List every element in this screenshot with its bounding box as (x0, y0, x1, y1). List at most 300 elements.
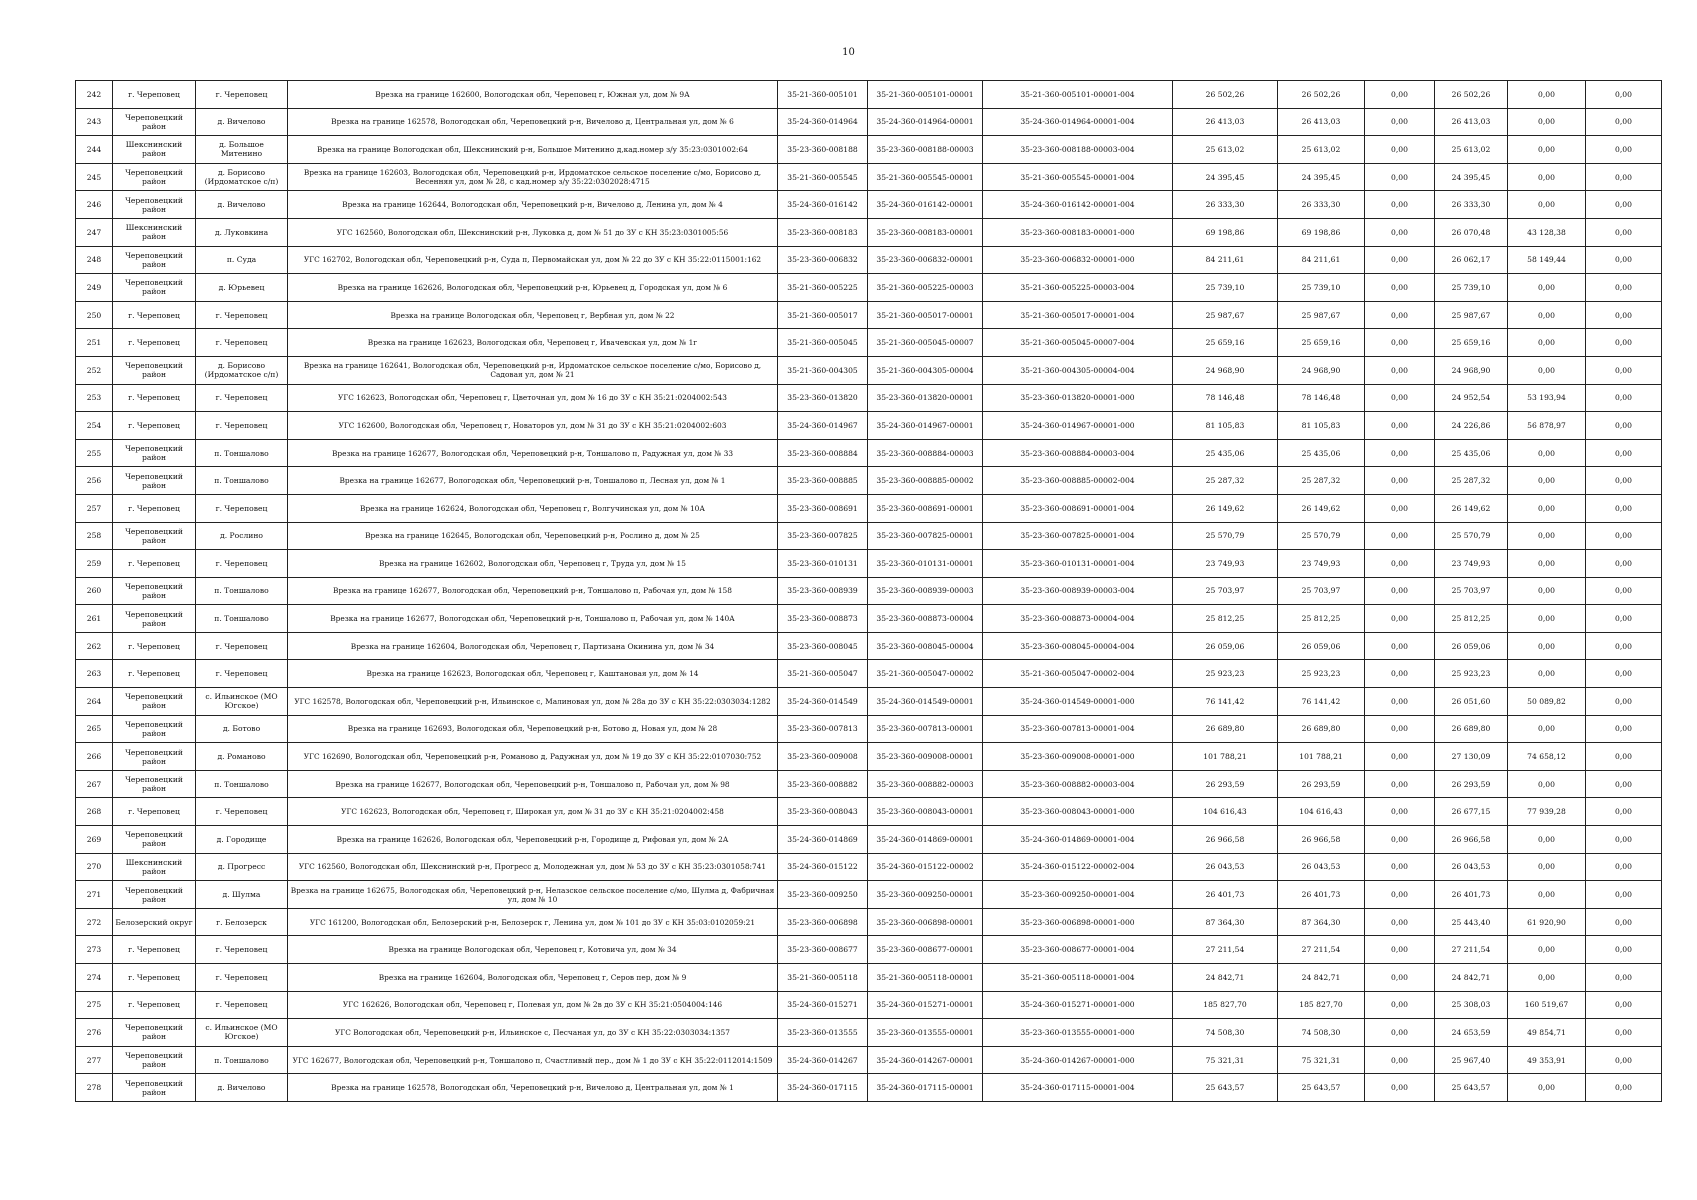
locality-cell: д. Вичелово (196, 191, 288, 219)
zero-amount-cell: 0,00 (1365, 743, 1435, 771)
locality-cell: д. Ботово (196, 715, 288, 743)
connection-amount-cell: 25 987,67 (1435, 301, 1508, 329)
row-number-cell: 267 (76, 770, 113, 798)
other-amount-cell: 0,00 (1586, 1046, 1662, 1074)
account-code-cell: 35-24-360-015122 (778, 853, 868, 881)
amount-cell: 25 613,02 (1278, 136, 1365, 164)
total-amount-cell: 25 659,16 (1173, 329, 1278, 357)
address-cell: Врезка на границе 162641, Вологодская обл, Череповецкий р-н, Ирдоматское сельское поселение с/мо, Борисово д, Садовая ул, дом № 21 (288, 356, 778, 384)
item-code-cell: 35-21-360-005017-00001-004 (983, 301, 1173, 329)
total-amount-cell: 26 333,30 (1173, 191, 1278, 219)
connection-amount-cell: 26 401,73 (1435, 881, 1508, 909)
row-number-cell: 273 (76, 936, 113, 964)
connection-amount-cell: 26 677,15 (1435, 798, 1508, 826)
item-code-cell: 35-24-360-016142-00001-004 (983, 191, 1173, 219)
amount-cell: 26 401,73 (1278, 881, 1365, 909)
table-row (76, 301, 1662, 329)
other-amount-cell: 0,00 (1586, 412, 1662, 440)
pipeline-amount-cell: 43 128,38 (1508, 218, 1586, 246)
total-amount-cell: 25 923,23 (1173, 660, 1278, 688)
locality-cell: г. Череповец (196, 991, 288, 1019)
account-code-cell: 35-24-360-014267 (778, 1046, 868, 1074)
object-code-cell: 35-24-360-014964-00001 (868, 108, 983, 136)
amount-cell: 23 749,93 (1278, 550, 1365, 578)
other-amount-cell: 0,00 (1586, 743, 1662, 771)
account-code-cell: 35-23-360-008885 (778, 467, 868, 495)
item-code-cell: 35-23-360-009008-00001-000 (983, 743, 1173, 771)
pipeline-amount-cell: 0,00 (1508, 770, 1586, 798)
row-number-cell: 259 (76, 550, 113, 578)
pipeline-amount-cell: 0,00 (1508, 715, 1586, 743)
connection-amount-cell: 26 502,26 (1435, 81, 1508, 109)
account-code-cell: 35-23-360-009250 (778, 881, 868, 909)
item-code-cell: 35-21-360-004305-00004-004 (983, 356, 1173, 384)
zero-amount-cell: 0,00 (1365, 81, 1435, 109)
connection-amount-cell: 26 293,59 (1435, 770, 1508, 798)
page-number: 10 (842, 47, 855, 58)
total-amount-cell: 26 413,03 (1173, 108, 1278, 136)
amount-cell: 25 987,67 (1278, 301, 1365, 329)
other-amount-cell: 0,00 (1586, 908, 1662, 936)
object-code-cell: 35-24-360-016142-00001 (868, 191, 983, 219)
object-code-cell: 35-21-360-005118-00001 (868, 964, 983, 992)
address-cell: УГС 162623, Вологодская обл, Череповец г, Широкая ул, дом № 31 до ЗУ с КН 35:21:0204002:458 (288, 798, 778, 826)
total-amount-cell: 26 149,62 (1173, 494, 1278, 522)
connection-amount-cell: 26 149,62 (1435, 494, 1508, 522)
locality-cell: д. Шулма (196, 881, 288, 909)
other-amount-cell: 0,00 (1586, 991, 1662, 1019)
table-row (76, 908, 1662, 936)
district-cell: г. Череповец (113, 632, 196, 660)
account-code-cell: 35-23-360-010131 (778, 550, 868, 578)
zero-amount-cell: 0,00 (1365, 218, 1435, 246)
account-code-cell: 35-21-360-005545 (778, 163, 868, 191)
other-amount-cell: 0,00 (1586, 577, 1662, 605)
locality-cell: г. Белозерск (196, 908, 288, 936)
district-cell: г. Череповец (113, 329, 196, 357)
locality-cell: д. Борисово (Ирдоматское с/п) (196, 356, 288, 384)
zero-amount-cell: 0,00 (1365, 632, 1435, 660)
pipeline-amount-cell: 0,00 (1508, 467, 1586, 495)
other-amount-cell: 0,00 (1586, 494, 1662, 522)
other-amount-cell: 0,00 (1586, 1074, 1662, 1102)
row-number-cell: 247 (76, 218, 113, 246)
account-code-cell: 35-21-360-004305 (778, 356, 868, 384)
row-number-cell: 258 (76, 522, 113, 550)
amount-cell: 25 287,32 (1278, 467, 1365, 495)
connection-amount-cell: 25 443,40 (1435, 908, 1508, 936)
total-amount-cell: 26 401,73 (1173, 881, 1278, 909)
amount-cell: 24 395,45 (1278, 163, 1365, 191)
address-cell: Врезка на границе 162675, Вологодская обл, Череповецкий р-н, Нелазское сельское поселение с/мо, Шулма д, Фабричная ул, дом № 10 (288, 881, 778, 909)
district-cell: Череповецкий район (113, 1074, 196, 1102)
account-code-cell: 35-23-360-008882 (778, 770, 868, 798)
object-code-cell: 35-23-360-006832-00001 (868, 246, 983, 274)
item-code-cell: 35-23-360-009250-00001-004 (983, 881, 1173, 909)
account-code-cell: 35-21-360-005047 (778, 660, 868, 688)
table-row (76, 81, 1662, 109)
total-amount-cell: 25 987,67 (1173, 301, 1278, 329)
other-amount-cell: 0,00 (1586, 605, 1662, 633)
other-amount-cell: 0,00 (1586, 798, 1662, 826)
item-code-cell: 35-23-360-006832-00001-000 (983, 246, 1173, 274)
row-number-cell: 256 (76, 467, 113, 495)
pipeline-amount-cell: 0,00 (1508, 660, 1586, 688)
item-code-cell: 35-24-360-017115-00001-004 (983, 1074, 1173, 1102)
object-code-cell: 35-24-360-014869-00001 (868, 826, 983, 854)
registry-table (75, 80, 1662, 1102)
other-amount-cell: 0,00 (1586, 467, 1662, 495)
row-number-cell: 246 (76, 191, 113, 219)
zero-amount-cell: 0,00 (1365, 439, 1435, 467)
address-cell: УГС 162677, Вологодская обл, Череповецкий р-н, Тоншалово п, Счастливый пер., дом № 1 до ЗУ с КН 35:22:0112014:1509 (288, 1046, 778, 1074)
connection-amount-cell: 23 749,93 (1435, 550, 1508, 578)
item-code-cell: 35-23-360-008691-00001-004 (983, 494, 1173, 522)
table-row (76, 191, 1662, 219)
connection-amount-cell: 25 643,57 (1435, 1074, 1508, 1102)
row-number-cell: 277 (76, 1046, 113, 1074)
district-cell: г. Череповец (113, 550, 196, 578)
object-code-cell: 35-23-360-008188-00003 (868, 136, 983, 164)
connection-amount-cell: 27 130,09 (1435, 743, 1508, 771)
table-row (76, 108, 1662, 136)
item-code-cell: 35-23-360-008677-00001-004 (983, 936, 1173, 964)
table-row (76, 246, 1662, 274)
amount-cell: 87 364,30 (1278, 908, 1365, 936)
locality-cell: г. Череповец (196, 550, 288, 578)
locality-cell: г. Череповец (196, 936, 288, 964)
connection-amount-cell: 26 966,58 (1435, 826, 1508, 854)
locality-cell: п. Тоншалово (196, 605, 288, 633)
address-cell: Врезка на границе 162603, Вологодская обл, Череповецкий р-н, Ирдоматское сельское поселение с/мо, Борисово д, Весенняя ул, дом № 28, с кад.номер з/у 35:22:0302028:4715 (288, 163, 778, 191)
object-code-cell: 35-23-360-013820-00001 (868, 384, 983, 412)
table-row (76, 991, 1662, 1019)
object-code-cell: 35-21-360-005101-00001 (868, 81, 983, 109)
district-cell: Череповецкий район (113, 356, 196, 384)
pipeline-amount-cell: 74 658,12 (1508, 743, 1586, 771)
row-number-cell: 264 (76, 688, 113, 716)
item-code-cell: 35-23-360-008885-00002-004 (983, 467, 1173, 495)
district-cell: г. Череповец (113, 494, 196, 522)
connection-amount-cell: 26 059,06 (1435, 632, 1508, 660)
district-cell: Череповецкий район (113, 605, 196, 633)
account-code-cell: 35-23-360-007825 (778, 522, 868, 550)
amount-cell: 26 413,03 (1278, 108, 1365, 136)
table-row (76, 136, 1662, 164)
item-code-cell: 35-24-360-015271-00001-000 (983, 991, 1173, 1019)
account-code-cell: 35-23-360-013820 (778, 384, 868, 412)
total-amount-cell: 26 966,58 (1173, 826, 1278, 854)
account-code-cell: 35-23-360-008939 (778, 577, 868, 605)
account-code-cell: 35-24-360-014869 (778, 826, 868, 854)
district-cell: Череповецкий район (113, 467, 196, 495)
zero-amount-cell: 0,00 (1365, 660, 1435, 688)
pipeline-amount-cell: 56 878,97 (1508, 412, 1586, 440)
amount-cell: 101 788,21 (1278, 743, 1365, 771)
connection-amount-cell: 27 211,54 (1435, 936, 1508, 964)
district-cell: Череповецкий район (113, 246, 196, 274)
pipeline-amount-cell: 0,00 (1508, 163, 1586, 191)
district-cell: г. Череповец (113, 81, 196, 109)
object-code-cell: 35-23-360-008884-00003 (868, 439, 983, 467)
zero-amount-cell: 0,00 (1365, 1046, 1435, 1074)
object-code-cell: 35-23-360-008939-00003 (868, 577, 983, 605)
item-code-cell: 35-21-360-005545-00001-004 (983, 163, 1173, 191)
zero-amount-cell: 0,00 (1365, 1074, 1435, 1102)
connection-amount-cell: 24 653,59 (1435, 1019, 1508, 1047)
object-code-cell: 35-23-360-010131-00001 (868, 550, 983, 578)
table-row (76, 715, 1662, 743)
total-amount-cell: 69 198,86 (1173, 218, 1278, 246)
amount-cell: 25 739,10 (1278, 274, 1365, 302)
amount-cell: 25 923,23 (1278, 660, 1365, 688)
address-cell: Врезка на границе 162578, Вологодская обл, Череповецкий р-н, Вичелово д, Центральная ул, дом № 6 (288, 108, 778, 136)
address-cell: Врезка на границе 162602, Вологодская обл, Череповец г, Труда ул, дом № 15 (288, 550, 778, 578)
district-cell: Белозерский округ (113, 908, 196, 936)
account-code-cell: 35-24-360-015271 (778, 991, 868, 1019)
pipeline-amount-cell: 0,00 (1508, 439, 1586, 467)
pipeline-amount-cell: 0,00 (1508, 274, 1586, 302)
total-amount-cell: 81 105,83 (1173, 412, 1278, 440)
connection-amount-cell: 25 967,40 (1435, 1046, 1508, 1074)
locality-cell: г. Череповец (196, 412, 288, 440)
district-cell: Череповецкий район (113, 826, 196, 854)
zero-amount-cell: 0,00 (1365, 108, 1435, 136)
locality-cell: д. Прогресс (196, 853, 288, 881)
amount-cell: 25 703,97 (1278, 577, 1365, 605)
locality-cell: д. Рослино (196, 522, 288, 550)
district-cell: Череповецкий район (113, 688, 196, 716)
district-cell: Череповецкий район (113, 522, 196, 550)
address-cell: Врезка на границе 162645, Вологодская обл, Череповецкий р-н, Рослино д, дом № 25 (288, 522, 778, 550)
registry-body (76, 81, 1662, 1102)
address-cell: УГС 162690, Вологодская обл, Череповецкий р-н, Романово д, Радужная ул, дом № 19 до ЗУ с КН 35:22:0107030:752 (288, 743, 778, 771)
object-code-cell: 35-23-360-008691-00001 (868, 494, 983, 522)
other-amount-cell: 0,00 (1586, 881, 1662, 909)
address-cell: Врезка на границе 162600, Вологодская обл, Череповец г, Южная ул, дом № 9А (288, 81, 778, 109)
district-cell: Череповецкий район (113, 577, 196, 605)
district-cell: г. Череповец (113, 798, 196, 826)
district-cell: Череповецкий район (113, 1019, 196, 1047)
zero-amount-cell: 0,00 (1365, 494, 1435, 522)
other-amount-cell: 0,00 (1586, 274, 1662, 302)
table-row (76, 743, 1662, 771)
amount-cell: 26 502,26 (1278, 81, 1365, 109)
table-row (76, 329, 1662, 357)
locality-cell: с. Ильинское (МО Югское) (196, 1019, 288, 1047)
pipeline-amount-cell: 0,00 (1508, 136, 1586, 164)
zero-amount-cell: 0,00 (1365, 964, 1435, 992)
total-amount-cell: 25 613,02 (1173, 136, 1278, 164)
connection-amount-cell: 24 968,90 (1435, 356, 1508, 384)
pipeline-amount-cell: 49 854,71 (1508, 1019, 1586, 1047)
item-code-cell: 35-23-360-008939-00003-004 (983, 577, 1173, 605)
connection-amount-cell: 25 812,25 (1435, 605, 1508, 633)
address-cell: Врезка на границе 162626, Вологодская обл, Череповецкий р-н, Юрьевец д, Городская ул, дом № 6 (288, 274, 778, 302)
row-number-cell: 272 (76, 908, 113, 936)
pipeline-amount-cell: 0,00 (1508, 81, 1586, 109)
address-cell: УГС 162626, Вологодская обл, Череповец г, Полевая ул, дом № 2в до ЗУ с КН 35:21:0504004:146 (288, 991, 778, 1019)
pipeline-amount-cell: 0,00 (1508, 301, 1586, 329)
account-code-cell: 35-23-360-008691 (778, 494, 868, 522)
account-code-cell: 35-24-360-014964 (778, 108, 868, 136)
district-cell: Череповецкий район (113, 715, 196, 743)
table-row (76, 218, 1662, 246)
connection-amount-cell: 25 308,03 (1435, 991, 1508, 1019)
row-number-cell: 263 (76, 660, 113, 688)
table-row (76, 688, 1662, 716)
address-cell: УГС 162578, Вологодская обл, Череповецкий р-н, Ильинское с, Малиновая ул, дом № 28а до ЗУ с КН 35:22:0303034:1282 (288, 688, 778, 716)
district-cell: Череповецкий район (113, 163, 196, 191)
locality-cell: г. Череповец (196, 81, 288, 109)
row-number-cell: 244 (76, 136, 113, 164)
zero-amount-cell: 0,00 (1365, 136, 1435, 164)
zero-amount-cell: 0,00 (1365, 384, 1435, 412)
total-amount-cell: 74 508,30 (1173, 1019, 1278, 1047)
locality-cell: г. Череповец (196, 329, 288, 357)
other-amount-cell: 0,00 (1586, 136, 1662, 164)
connection-amount-cell: 26 043,53 (1435, 853, 1508, 881)
item-code-cell: 35-24-360-014967-00001-000 (983, 412, 1173, 440)
table-row (76, 660, 1662, 688)
amount-cell: 26 689,80 (1278, 715, 1365, 743)
object-code-cell: 35-23-360-007813-00001 (868, 715, 983, 743)
amount-cell: 74 508,30 (1278, 1019, 1365, 1047)
address-cell: Врезка на границе 162677, Вологодская обл, Череповецкий р-н, Тоншалово п, Радужная ул, дом № 33 (288, 439, 778, 467)
table-row (76, 522, 1662, 550)
object-code-cell: 35-24-360-014549-00001 (868, 688, 983, 716)
other-amount-cell: 0,00 (1586, 522, 1662, 550)
connection-amount-cell: 26 070,48 (1435, 218, 1508, 246)
table-row (76, 1074, 1662, 1102)
row-number-cell: 249 (76, 274, 113, 302)
item-code-cell: 35-23-360-007825-00001-004 (983, 522, 1173, 550)
connection-amount-cell: 26 689,80 (1435, 715, 1508, 743)
table-row (76, 1019, 1662, 1047)
district-cell: Череповецкий район (113, 108, 196, 136)
pipeline-amount-cell: 0,00 (1508, 550, 1586, 578)
row-number-cell: 274 (76, 964, 113, 992)
pipeline-amount-cell: 0,00 (1508, 577, 1586, 605)
row-number-cell: 271 (76, 881, 113, 909)
address-cell: Врезка на границе 162693, Вологодская обл, Череповецкий р-н, Ботово д, Новая ул, дом № 28 (288, 715, 778, 743)
locality-cell: д. Городище (196, 826, 288, 854)
zero-amount-cell: 0,00 (1365, 412, 1435, 440)
account-code-cell: 35-23-360-008045 (778, 632, 868, 660)
address-cell: Врезка на границе 162604, Вологодская обл, Череповец г, Партизана Окинина ул, дом № 34 (288, 632, 778, 660)
table-row (76, 550, 1662, 578)
total-amount-cell: 24 395,45 (1173, 163, 1278, 191)
account-code-cell: 35-23-360-008677 (778, 936, 868, 964)
object-code-cell: 35-23-360-008885-00002 (868, 467, 983, 495)
other-amount-cell: 0,00 (1586, 329, 1662, 357)
total-amount-cell: 26 043,53 (1173, 853, 1278, 881)
table-row (76, 1046, 1662, 1074)
address-cell: Врезка на границе 162677, Вологодская обл, Череповецкий р-н, Тоншалово п, Рабочая ул, дом № 158 (288, 577, 778, 605)
row-number-cell: 260 (76, 577, 113, 605)
total-amount-cell: 26 689,80 (1173, 715, 1278, 743)
pipeline-amount-cell: 0,00 (1508, 853, 1586, 881)
locality-cell: г. Череповец (196, 660, 288, 688)
district-cell: Шекснинский район (113, 853, 196, 881)
object-code-cell: 35-23-360-008882-00003 (868, 770, 983, 798)
other-amount-cell: 0,00 (1586, 964, 1662, 992)
address-cell: Врезка на границе 162626, Вологодская обл, Череповецкий р-н, Городище д, Рифовая ул, дом № 2А (288, 826, 778, 854)
amount-cell: 25 570,79 (1278, 522, 1365, 550)
other-amount-cell: 0,00 (1586, 936, 1662, 964)
locality-cell: г. Череповец (196, 632, 288, 660)
zero-amount-cell: 0,00 (1365, 908, 1435, 936)
pipeline-amount-cell: 0,00 (1508, 108, 1586, 136)
district-cell: г. Череповец (113, 964, 196, 992)
address-cell: УГС 161200, Вологодская обл, Белозерский р-н, Белозерск г, Ленина ул, дом № 101 до ЗУ с КН 35:03:0102059:21 (288, 908, 778, 936)
object-code-cell: 35-21-360-004305-00004 (868, 356, 983, 384)
district-cell: Череповецкий район (113, 191, 196, 219)
district-cell: Шекснинский район (113, 136, 196, 164)
pipeline-amount-cell: 0,00 (1508, 936, 1586, 964)
zero-amount-cell: 0,00 (1365, 936, 1435, 964)
district-cell: Череповецкий район (113, 881, 196, 909)
total-amount-cell: 25 643,57 (1173, 1074, 1278, 1102)
account-code-cell: 35-23-360-008884 (778, 439, 868, 467)
account-code-cell: 35-23-360-009008 (778, 743, 868, 771)
address-cell: Врезка на границе 162578, Вологодская обл, Череповецкий р-н, Вичелово д, Центральная ул, дом № 1 (288, 1074, 778, 1102)
amount-cell: 26 149,62 (1278, 494, 1365, 522)
district-cell: Череповецкий район (113, 274, 196, 302)
locality-cell: г. Череповец (196, 301, 288, 329)
account-code-cell: 35-23-360-008188 (778, 136, 868, 164)
locality-cell: д. Вичелово (196, 108, 288, 136)
table-row (76, 494, 1662, 522)
row-number-cell: 254 (76, 412, 113, 440)
table-row (76, 274, 1662, 302)
zero-amount-cell: 0,00 (1365, 356, 1435, 384)
pipeline-amount-cell: 0,00 (1508, 881, 1586, 909)
amount-cell: 81 105,83 (1278, 412, 1365, 440)
total-amount-cell: 25 435,06 (1173, 439, 1278, 467)
district-cell: г. Череповец (113, 936, 196, 964)
item-code-cell: 35-23-360-008882-00003-004 (983, 770, 1173, 798)
row-number-cell: 248 (76, 246, 113, 274)
zero-amount-cell: 0,00 (1365, 826, 1435, 854)
pipeline-amount-cell: 0,00 (1508, 632, 1586, 660)
other-amount-cell: 0,00 (1586, 688, 1662, 716)
total-amount-cell: 101 788,21 (1173, 743, 1278, 771)
amount-cell: 25 435,06 (1278, 439, 1365, 467)
locality-cell: г. Череповец (196, 384, 288, 412)
connection-amount-cell: 25 703,97 (1435, 577, 1508, 605)
item-code-cell: 35-21-360-005118-00001-004 (983, 964, 1173, 992)
row-number-cell: 242 (76, 81, 113, 109)
address-cell: Врезка на границе Вологодская обл, Шекснинский р-н, Большое Митенино д,кад.номер з/у 35:23:0301002:64 (288, 136, 778, 164)
address-cell: Врезка на границе 162677, Вологодская обл, Череповецкий р-н, Тоншалово п, Рабочая ул, дом № 140А (288, 605, 778, 633)
locality-cell: п. Тоншалово (196, 439, 288, 467)
amount-cell: 24 842,71 (1278, 964, 1365, 992)
table-row (76, 577, 1662, 605)
item-code-cell: 35-24-360-014964-00001-004 (983, 108, 1173, 136)
district-cell: Шекснинский район (113, 218, 196, 246)
table-row (76, 964, 1662, 992)
amount-cell: 25 659,16 (1278, 329, 1365, 357)
total-amount-cell: 23 749,93 (1173, 550, 1278, 578)
zero-amount-cell: 0,00 (1365, 274, 1435, 302)
zero-amount-cell: 0,00 (1365, 688, 1435, 716)
amount-cell: 104 616,43 (1278, 798, 1365, 826)
address-cell: УГС 162560, Вологодская обл, Шекснинский р-н, Луковка д, дом № 51 до ЗУ с КН 35:23:0301005:56 (288, 218, 778, 246)
account-code-cell: 35-24-360-017115 (778, 1074, 868, 1102)
other-amount-cell: 0,00 (1586, 191, 1662, 219)
account-code-cell: 35-24-360-016142 (778, 191, 868, 219)
